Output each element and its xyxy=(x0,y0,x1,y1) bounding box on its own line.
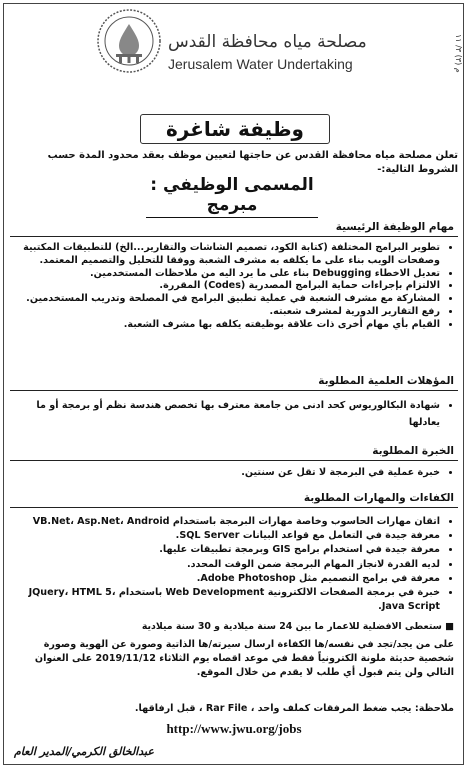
qualifications-list xyxy=(12,397,456,431)
water-drop-seal-icon xyxy=(96,8,162,74)
qualifications-heading: المؤهلات العلمية المطلوبة xyxy=(318,375,454,387)
list-item: • اتقان مهارات الحاسوب وخاصة مهارات البرمجة باستخدام VB.Net، Asp.Net، Android xyxy=(12,515,440,529)
experience-heading: الخبرة المطلوبة xyxy=(372,445,454,457)
list-item: • القيام بأي مهام أخرى ذات علاقة بوظيفته يكلفه بها مشرف الشعبة. xyxy=(12,319,440,332)
tasks-list xyxy=(12,242,456,332)
experience-list xyxy=(12,467,456,480)
attachment-note: ملاحظة: يجب ضغط المرفقات كملف واحد ، Rar File ، قبل ارفاقها. xyxy=(134,703,454,714)
intro-text: تعلن مصلحة مياه محافظة القدس عن حاجتها لتعيين موظف بعقد محدود المدة حسب الشروط التالية:- xyxy=(47,150,458,175)
page-title: وظيفة شاغرة xyxy=(140,114,330,144)
document-reference: م (٣) ٣/ ١١ xyxy=(454,34,463,73)
list-item: • خبرة عملية في البرمجة لا تقل عن سنتين. xyxy=(12,467,440,480)
age-preference-note xyxy=(14,620,454,634)
list-item: • تطوير البرامج المختلفة (كتابة الكود، تصميم الشاشات والتقارير...الخ) للتطبيقات المكتبية وصفحات الويب بناء على ما يكلفه به مشرف الشعبة ووفقا للتحليل والتصميم المعتمد. xyxy=(12,242,440,268)
org-name-arabic: مصلحة مياه محافظة القدس xyxy=(168,32,367,52)
org-name-english: Jerusalem Water Undertaking xyxy=(168,56,353,72)
square-bullet-icon: ■ xyxy=(441,621,454,632)
application-instructions: على من يجد/تجد في نفسه/ها الكفاءة ارسال سيرته/ها الذاتية وصورة عن الهوية وصورة شخصية حديثة ملونة الكترونياً فقط في موعد اقصاه يوم الثلاثاء 2019/11/12 على العنوان التالي ولن يتم قبول أي طلب لا يقدم من خلال الموقع. xyxy=(34,639,454,678)
qualifications-divider xyxy=(10,390,458,391)
job-title: المسمى الوظيفي : مبرمج xyxy=(146,175,318,218)
signature: عبدالخالق الكرمي/المدير العام xyxy=(14,745,154,758)
list-item: • تعديل الاخطاء Debugging بناء على ما يرد اليه من ملاحظات المستخدمين. xyxy=(12,268,440,281)
list-item: • معرفة جيدة في استخدام برامج GIS وبرمجة تطبيقات عليها. xyxy=(12,543,440,557)
skills-divider xyxy=(10,507,458,508)
list-item: • خبرة في برمجة الصفحات الالكترونية Web Development باستخدام JQuery، HTML 5، Java Script. xyxy=(12,586,440,614)
tasks-heading: مهام الوظيفة الرئيسية xyxy=(335,221,454,233)
list-item: • المشاركة مع مشرف الشعبة في عملية تطبيق البرامج في المصلحة وتدريب المستخدمين. xyxy=(12,293,440,306)
tasks-divider xyxy=(10,236,458,237)
list-item: • شهادة البكالوريوس كحد ادنى من جامعة معترف بها تخصص هندسة نظم أو برمجة أو ما يعادلها xyxy=(12,397,440,431)
list-item: • رفع التقارير الدورية لمشرف شعبته. xyxy=(12,306,440,319)
list-item: • معرفة جيدة في التعامل مع قواعد البيانات SQL Server. xyxy=(12,529,440,543)
list-item: • معرفة في برامج التصميم مثل Adobe Photoshop. xyxy=(12,572,440,586)
jobs-url-link[interactable]: http://www.jwu.org/jobs xyxy=(166,721,302,736)
experience-divider xyxy=(10,460,458,461)
list-item: • لديه القدرة لانجاز المهام البرمجة ضمن الوقت المحدد. xyxy=(12,558,440,572)
skills-list xyxy=(12,515,456,614)
list-item: • الالتزام بإجراءات حماية البرامج المصدرية (Codes) المقررة. xyxy=(12,280,440,293)
age-preference-text: ستعطى الافضلية للاعمار ما بين 24 سنة ميلادية و 30 سنة ميلادية xyxy=(141,621,442,632)
skills-heading: الكفاءات والمهارات المطلوبة xyxy=(303,492,454,504)
